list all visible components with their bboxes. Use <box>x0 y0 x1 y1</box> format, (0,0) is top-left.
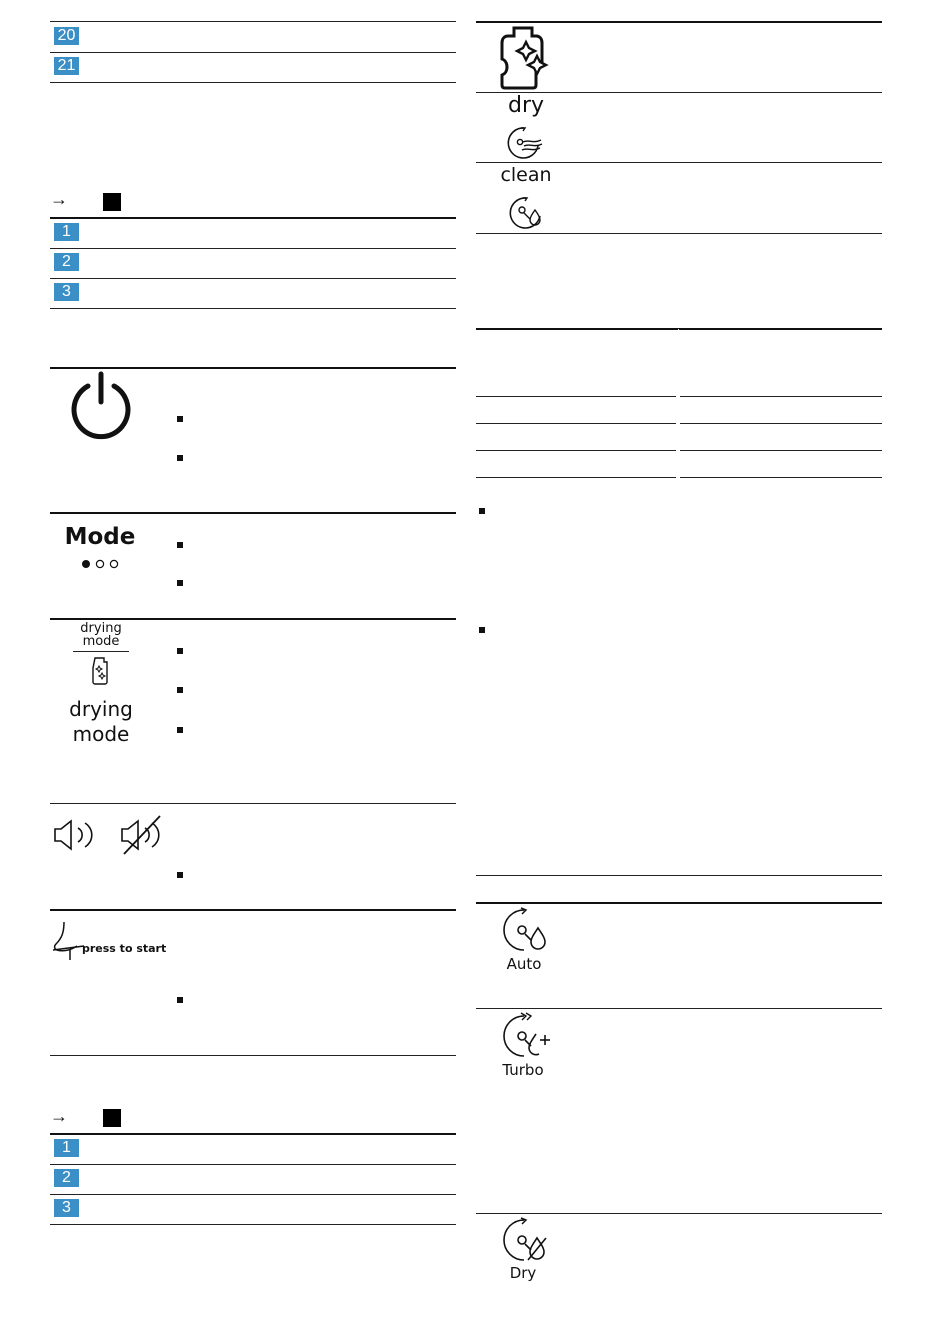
bullet <box>177 455 183 461</box>
drying-mode-icon <box>88 656 112 686</box>
divider <box>476 233 882 234</box>
bullet <box>177 580 183 586</box>
arrow-right-icon: → <box>50 1106 68 1126</box>
dry-cycle-icon <box>506 126 548 160</box>
step-badge: 3 <box>54 1199 79 1217</box>
bullet <box>177 687 183 693</box>
square-marker-icon <box>103 193 121 211</box>
dry-program-label: Dry <box>509 1264 537 1282</box>
divider <box>476 902 882 904</box>
divider <box>50 1055 456 1056</box>
column-separator <box>171 368 172 1055</box>
dry-label: dry <box>507 93 545 118</box>
divider <box>50 217 456 219</box>
divider <box>50 82 456 83</box>
divider <box>50 512 456 514</box>
step-badge: 1 <box>54 1139 79 1157</box>
square-marker-icon <box>103 1109 121 1127</box>
mode-button-label: Mode <box>64 524 136 550</box>
divider <box>50 1164 456 1165</box>
divider <box>50 618 456 620</box>
divider <box>476 1008 882 1009</box>
divider <box>73 651 129 652</box>
divider <box>50 278 456 279</box>
divider <box>50 803 456 804</box>
bullet <box>177 872 183 878</box>
divider <box>476 423 676 424</box>
divider <box>476 875 882 876</box>
divider <box>476 477 676 478</box>
arrow-right-icon: → <box>50 189 68 209</box>
bullet <box>177 727 183 733</box>
divider <box>50 909 456 911</box>
mode-dots-icon <box>80 558 122 570</box>
press-to-start-label: press to start <box>82 942 167 955</box>
divider <box>50 1224 456 1225</box>
divider <box>50 21 456 22</box>
number-badge: 21 <box>54 57 79 75</box>
bullet <box>177 416 183 422</box>
divider <box>50 1194 456 1195</box>
step-badge: 3 <box>54 283 79 301</box>
auto-program-icon <box>502 906 550 956</box>
speaker-muted-icon <box>120 814 166 856</box>
divider <box>476 328 882 330</box>
bullet <box>177 648 183 654</box>
foot-press-icon <box>52 920 86 962</box>
bullet <box>479 508 485 514</box>
divider <box>476 21 882 23</box>
clean-cycle-icon <box>508 196 548 230</box>
divider <box>680 450 882 451</box>
bottle-sparkle-icon <box>500 26 552 90</box>
bullet <box>177 997 183 1003</box>
turbo-label: Turbo <box>502 1061 544 1079</box>
bullet <box>479 627 485 633</box>
power-icon <box>70 372 132 436</box>
auto-label: Auto <box>506 955 542 973</box>
divider <box>680 423 882 424</box>
drying-mode-small-label: drying mode <box>80 621 122 649</box>
divider <box>50 248 456 249</box>
divider <box>476 396 676 397</box>
step-badge: 2 <box>54 1169 79 1187</box>
dry-program-icon <box>502 1216 550 1264</box>
divider <box>50 52 456 53</box>
divider <box>50 1133 456 1135</box>
divider <box>50 308 456 309</box>
bullet <box>177 542 183 548</box>
turbo-program-icon <box>502 1012 552 1062</box>
divider <box>680 396 882 397</box>
speaker-on-icon <box>53 818 97 852</box>
divider <box>50 367 456 369</box>
divider <box>476 1213 882 1214</box>
divider <box>476 450 676 451</box>
drying-mode-large-label: drying mode <box>69 697 133 746</box>
step-badge: 2 <box>54 253 79 271</box>
step-badge: 1 <box>54 223 79 241</box>
number-badge: 20 <box>54 27 79 45</box>
clean-label: clean <box>500 164 552 186</box>
table-column-separator <box>678 329 679 477</box>
divider <box>680 477 882 478</box>
